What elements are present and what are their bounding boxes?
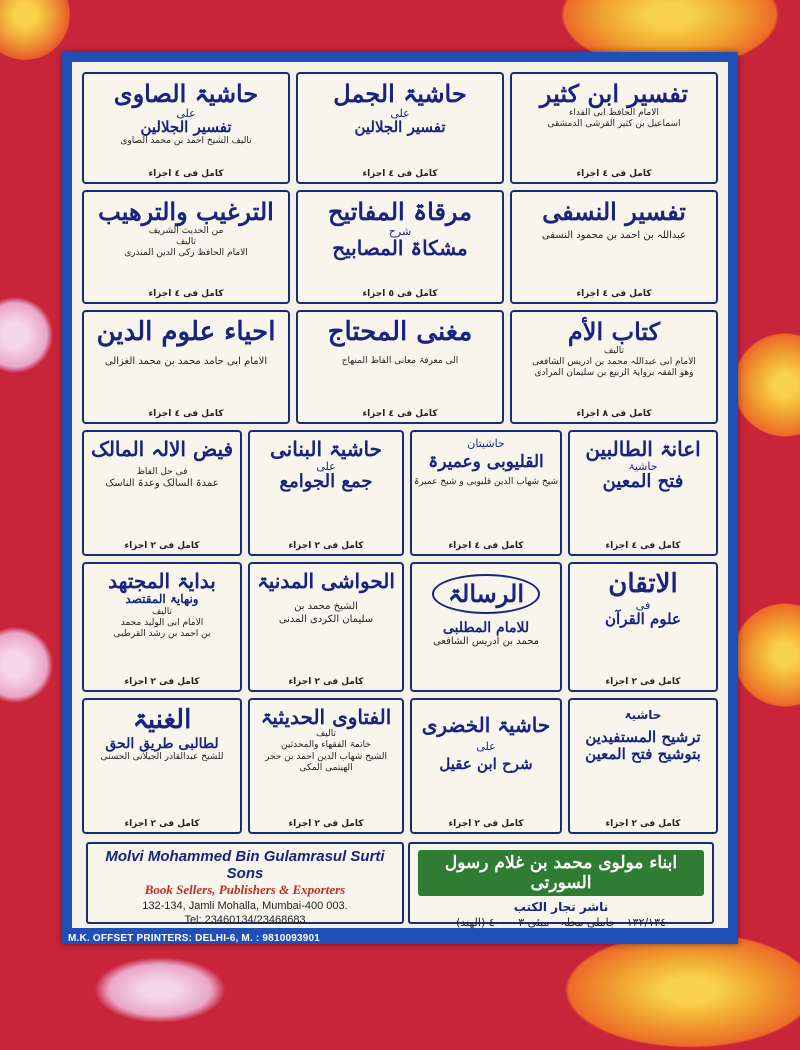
book-cell bbox=[296, 190, 504, 304]
book-author-line: شیخ شھاب الدین قلیوبی و شیخ عمیرۃ bbox=[413, 476, 559, 487]
publisher-address: 132-134, Jamli Mohalla, Mumbai-400 003. bbox=[142, 900, 348, 912]
book-title: الفتاوی الحدیثیۃ bbox=[260, 705, 392, 729]
book-author-line: فی حل الفاظ bbox=[136, 467, 188, 477]
book-subtitle: شرح ابن عقیل bbox=[439, 755, 533, 773]
book-author-line: محمد بن ادریس الشافعی bbox=[432, 635, 540, 647]
book-cell bbox=[510, 310, 718, 424]
connector-word: علی bbox=[390, 106, 410, 120]
volume-count: کامل فی ٢ اجزاء bbox=[448, 819, 524, 829]
publisher-address-arabic: ١٣٢/١٣٤ - جاملی محلہ - مبئی ٤٠٠٠٠٣ (الھند) bbox=[456, 916, 666, 929]
volume-count: کامل فی ٤ اجزاء bbox=[576, 169, 652, 179]
book-cell bbox=[82, 698, 242, 834]
book-cell bbox=[248, 698, 404, 834]
book-author-line: تالیف bbox=[151, 606, 173, 617]
book-title: الاتقان bbox=[608, 569, 678, 599]
book-author-line: عمدۃ السالک وعدۃ الناسک bbox=[105, 478, 219, 490]
book-subtitle: فتح المعین bbox=[602, 471, 684, 492]
book-subtitle: للامام المطلبی bbox=[442, 619, 530, 636]
book-cell bbox=[410, 698, 562, 834]
book-cell bbox=[248, 430, 404, 556]
volume-count: کامل فی ٢ اجزاء bbox=[288, 677, 364, 687]
book-title: تفسیر ابن کثیر bbox=[539, 79, 689, 108]
volume-count: کامل فی ٢ اجزاء bbox=[605, 819, 681, 829]
book-cell bbox=[248, 562, 404, 692]
volume-count: کامل فی ٢ اجزاء bbox=[288, 541, 364, 551]
book-author-line: من الحدیث الشریف bbox=[148, 225, 224, 236]
book-title: حاشیۃ الجمل bbox=[333, 79, 467, 108]
background-flower-bottom-left bbox=[80, 950, 240, 1030]
volume-count: کامل فی ٤ اجزاء bbox=[362, 169, 438, 179]
book-author-line: الامام ابی حامد محمد بن محمد الغزالی bbox=[104, 355, 268, 367]
volume-count: کامل فی ٤ اجزاء bbox=[448, 541, 524, 551]
publisher-name-arabic: ابناء مولوی محمد بن غلام رسول السورتی bbox=[418, 850, 704, 896]
volume-count: کامل فی ٢ اجزاء bbox=[124, 819, 200, 829]
book-title: بدایۃ المجتھد bbox=[108, 569, 216, 593]
publisher-name: Molvi Mohammed Bin Gulamrasul Surti Sons bbox=[105, 848, 385, 882]
book-title: اعانۃ الطالبین bbox=[585, 437, 701, 461]
connector-word: علی bbox=[176, 106, 196, 120]
book-title: حاشیۃ البنانی bbox=[270, 437, 382, 461]
book-title: فیض الالہ المالک bbox=[90, 437, 234, 461]
printer-credit: M.K. OFFSET PRINTERS: DELHI-6, M. : 9810093901 bbox=[68, 933, 321, 944]
book-title: حاشیۃ الخضری bbox=[421, 713, 551, 737]
book-cell bbox=[82, 190, 290, 304]
background-flower-left-mid bbox=[0, 290, 60, 380]
book-subtitle: تفسیر الجلالین bbox=[354, 117, 446, 136]
book-subtitle: القلیوبی وعمیرۃ bbox=[428, 452, 544, 472]
publisher-role: Book Sellers, Publishers & Exporters bbox=[144, 882, 346, 897]
catalog-panel bbox=[72, 62, 728, 928]
book-title: کتاب الأم bbox=[567, 317, 661, 346]
book-cell bbox=[296, 72, 504, 184]
book-author-line: بن احمد بن رشد القرطبی bbox=[113, 629, 211, 640]
volume-count: کامل فی ٢ اجزاء bbox=[124, 677, 200, 687]
book-back-cover bbox=[62, 52, 738, 944]
book-title: تفسیر النسفی bbox=[542, 197, 686, 226]
volume-count: کامل فی ٤ اجزاء bbox=[605, 541, 681, 551]
book-author-line: الامام ابی عبداللہ محمد بن ادریس الشافعی bbox=[532, 356, 696, 367]
book-cell bbox=[296, 310, 504, 424]
book-title: حاشیۃ الصاوی bbox=[113, 79, 259, 108]
book-cell bbox=[568, 430, 718, 556]
background-flower-bottom-right bbox=[560, 930, 800, 1050]
publisher-phone: Tel: 23460134/23468683 bbox=[184, 914, 306, 926]
book-author-line: الی معرفۃ معانی الفاظ المنھاج bbox=[341, 355, 459, 366]
book-subtitle: لطالبی طریق الحق bbox=[105, 735, 219, 752]
background-flower-top-left bbox=[0, 0, 70, 60]
book-cell bbox=[82, 562, 242, 692]
volume-count: کامل فی ٨ اجزاء bbox=[576, 409, 652, 419]
background-flower-right-low bbox=[730, 600, 800, 710]
book-author-line: الھیتمی المکی bbox=[299, 762, 353, 773]
connector-word: علی bbox=[476, 740, 496, 753]
book-title: الترغیب والترھیب bbox=[98, 197, 274, 226]
book-author-line: تالیف الشیخ احمد بن محمد الصاوی bbox=[120, 135, 252, 146]
book-author-line: الامام الحافظ ابی الفداء bbox=[569, 107, 659, 118]
background-flower-right-mid bbox=[730, 330, 800, 440]
book-cell bbox=[410, 562, 562, 692]
book-author-line: تالیف bbox=[315, 729, 337, 739]
volume-count: کامل فی ٤ اجزاء bbox=[148, 289, 224, 299]
book-author-line: خاتمۃ الفقھاء والمحدثین bbox=[281, 740, 371, 751]
book-author-line: الشیخ شھاب الدین احمد بن حجر bbox=[264, 751, 387, 762]
book-cell bbox=[410, 430, 562, 556]
book-author-line: عبداللہ بن احمد بن محمود النسفی bbox=[541, 229, 687, 241]
volume-count: کامل فی ٢ اجزاء bbox=[288, 819, 364, 829]
connector-word: شرح bbox=[388, 224, 412, 238]
book-title: احیاء علوم الدین bbox=[96, 317, 276, 347]
volume-count: کامل فی ٤ اجزاء bbox=[148, 409, 224, 419]
book-author-line: وھو الفقہ بروایۃ الربیع بن سلیمان المرادی bbox=[534, 368, 694, 379]
book-cell bbox=[82, 430, 242, 556]
book-author-line: للشیخ عبدالقادر الجیلانی الحسنی bbox=[100, 751, 224, 762]
book-subtitle: ونھایۃ المقتصد bbox=[125, 592, 199, 606]
volume-count: کامل فی ٤ اجزاء bbox=[362, 409, 438, 419]
book-title: حاشیۃ bbox=[624, 708, 662, 722]
book-author-line: الامام الحافظ زکی الدین المنذری bbox=[124, 248, 248, 259]
book-author-line: الامام ابی الولید محمد bbox=[120, 618, 204, 629]
book-cell bbox=[510, 72, 718, 184]
book-author-line: سلیمان الکردی المدنی bbox=[278, 613, 374, 625]
book-cell bbox=[82, 310, 290, 424]
book-title: الحواشی المدنیۃ bbox=[257, 569, 395, 593]
connector-word: حاشیۃ bbox=[628, 460, 658, 473]
book-subtitle: علوم القرآن bbox=[605, 609, 681, 628]
book-title: مرقاۃ المفاتیح bbox=[327, 197, 473, 226]
book-title: مغنی المحتاج bbox=[327, 317, 473, 347]
book-title: الغنیۃ bbox=[132, 705, 192, 735]
background-flower-left-low bbox=[0, 620, 60, 710]
book-subtitle: مشکاۃ المصابیح bbox=[332, 235, 468, 260]
book-author-line: تالیف bbox=[603, 345, 625, 356]
publisher-english-block bbox=[86, 842, 404, 924]
volume-count: کامل فی ٢ اجزاء bbox=[124, 541, 200, 551]
book-subtitle: تفسیر الجلالین bbox=[140, 117, 232, 136]
connector-word: علی bbox=[316, 460, 336, 473]
volume-count: کامل فی ٥ اجزاء bbox=[362, 289, 438, 299]
book-cell bbox=[568, 698, 718, 834]
book-title: الرسالۃ bbox=[432, 574, 540, 614]
book-author-line: تالیف bbox=[175, 236, 197, 247]
book-author-line: الشیخ محمد بن bbox=[294, 601, 358, 612]
volume-count: کامل فی ٤ اجزاء bbox=[576, 289, 652, 299]
publisher-arabic-block bbox=[408, 842, 714, 929]
volume-count: کامل فی ٤ اجزاء bbox=[148, 169, 224, 179]
connector-word: فی bbox=[635, 598, 651, 612]
book-author-line: اسماعیل بن کثیر القرشی الدمشقی bbox=[547, 118, 681, 129]
book-cell bbox=[568, 562, 718, 692]
book-title: حاشیتان bbox=[467, 437, 505, 450]
volume-count: کامل فی ٢ اجزاء bbox=[605, 677, 681, 687]
book-cell bbox=[510, 190, 718, 304]
book-subtitle: جمع الجوامع bbox=[279, 471, 373, 492]
book-cell bbox=[82, 72, 290, 184]
book-subtitle: ترشیح المستفیدین بتوشیح فتح المعین bbox=[585, 728, 701, 764]
publisher-role-arabic: ناشر تجار الکتب bbox=[513, 900, 609, 914]
